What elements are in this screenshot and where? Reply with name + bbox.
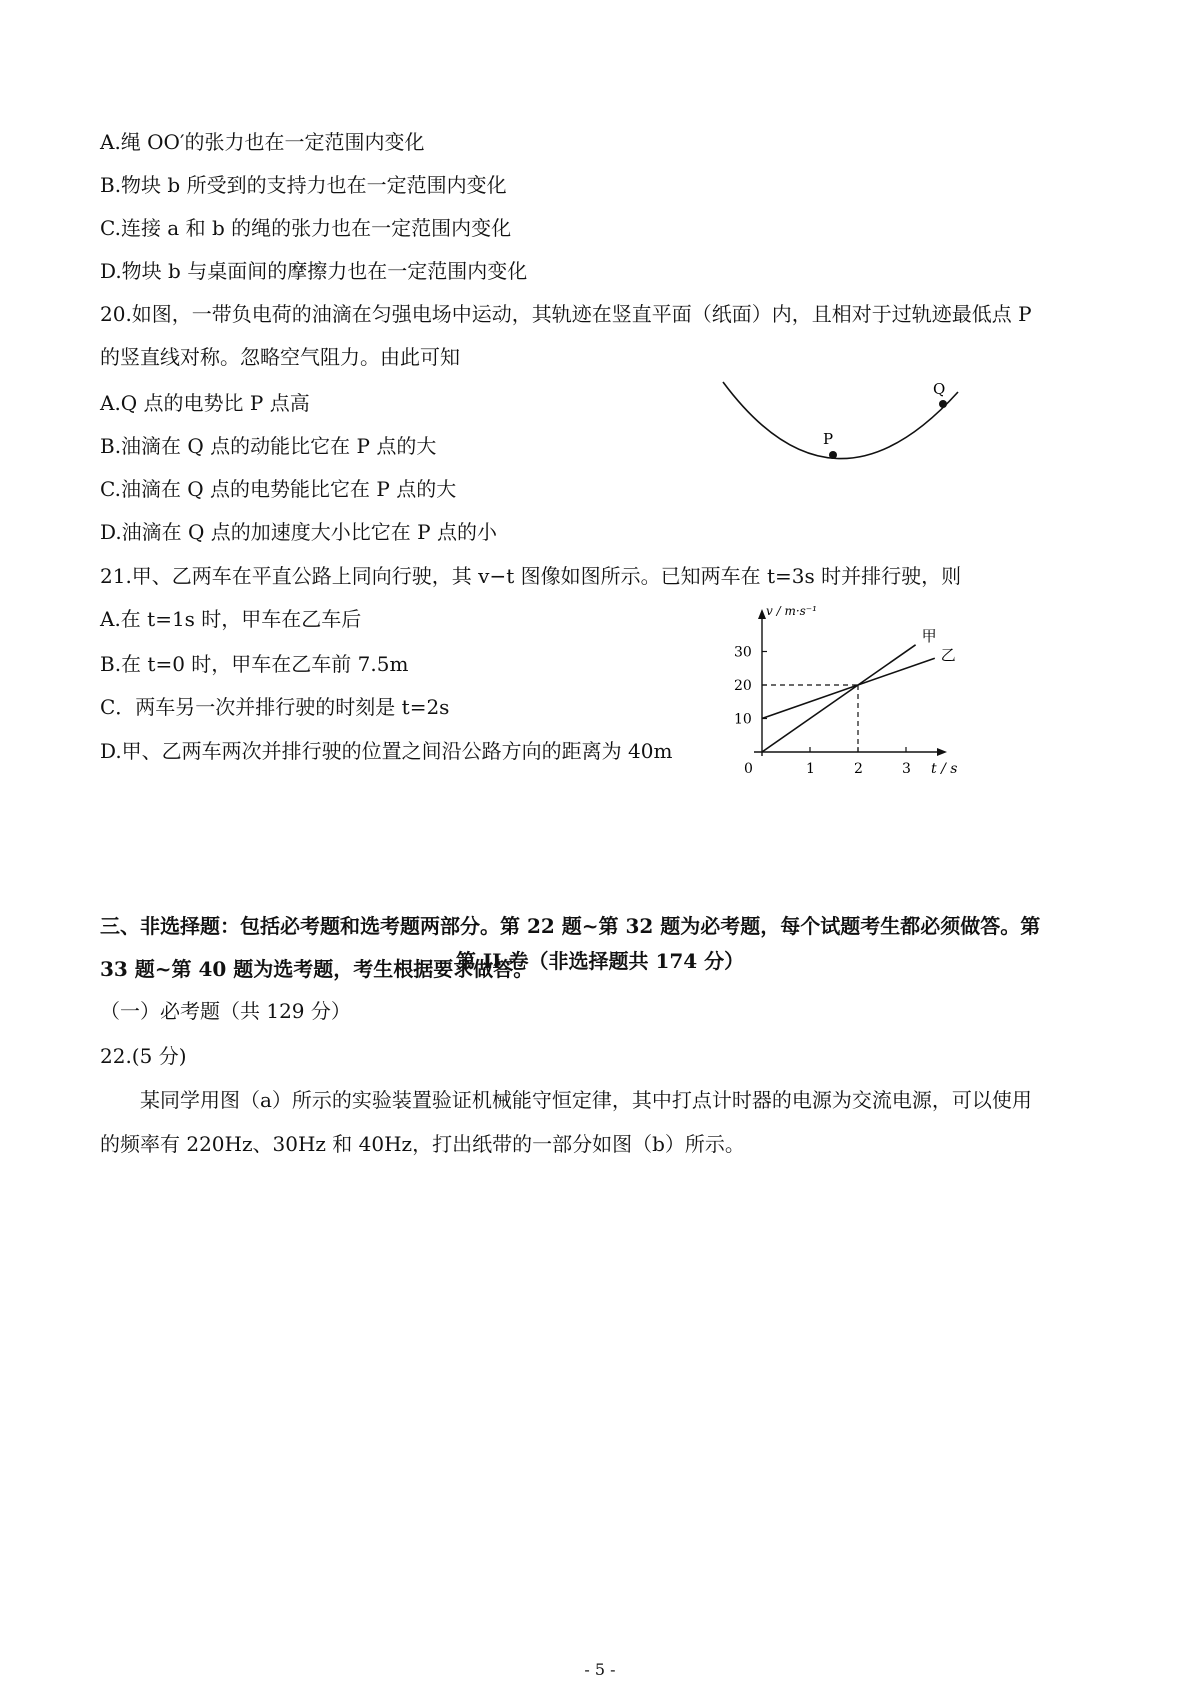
q22-line2: 的频率有 220Hz、30Hz 和 40Hz，打出纸带的一部分如图（b）所示。 xyxy=(100,1132,745,1156)
q19-option-c: C.连接 a 和 b 的绳的张力也在一定范围内变化 xyxy=(100,216,512,240)
q20-stem-line1: 20.如图，一带负电荷的油滴在匀强电场中运动，其轨迹在竖直平面（纸面）内，且相对于过轨迹最低点 P xyxy=(100,302,1032,326)
section2-title: 第 II 卷（非选择题共 174 分） xyxy=(455,949,745,973)
trajectory-figure xyxy=(715,370,975,470)
label-q: Q xyxy=(933,380,946,398)
x-axis-label: t / s xyxy=(931,761,958,777)
x-tick-label: 2 xyxy=(854,761,863,777)
series-label-yi: 乙 xyxy=(940,646,956,665)
q21-option-b: B.在 t=0 时，甲车在乙车前 7.5m xyxy=(100,652,409,676)
y-axis-arrow xyxy=(758,609,766,619)
y-tick-label: 30 xyxy=(734,644,752,661)
series-label-jia: 甲 xyxy=(921,626,937,645)
section2-heading-line1: 三、非选择题：包括必考题和选考题两部分。第 22 题~第 32 题为必考题，每个试题考生都必须做答。第 xyxy=(100,914,1041,938)
q22-line1: 某同学用图（a）所示的实验装置验证机械能守恒定律，其中打点计时器的电源为交流电源，可以使用 xyxy=(140,1088,1032,1112)
q20-stem-line2: 的竖直线对称。忽略空气阻力。由此可知 xyxy=(100,345,460,369)
q21-stem: 21.甲、乙两车在平直公路上同向行驶，其 v−t 图像如图所示。已知两车在 t=3s 时并排行驶，则 xyxy=(100,564,962,588)
point-q xyxy=(939,400,947,408)
x-tick-label: 3 xyxy=(902,761,911,777)
trajectory-curve xyxy=(723,382,958,459)
q20-option-d: D.油滴在 Q 点的加速度大小比它在 P 点的小 xyxy=(100,520,497,544)
point-p xyxy=(829,451,837,459)
section2-heading-line2: 33 题~第 40 题为选考题，考生根据要求做答。 xyxy=(100,957,534,981)
q21-option-d: D.甲、乙两车两次并排行驶的位置之间沿公路方向的距离为 40m xyxy=(100,739,673,763)
y-tick-label: 10 xyxy=(734,711,752,728)
q20-option-a: A.Q 点的电势比 P 点高 xyxy=(100,391,310,415)
series-line-jia xyxy=(762,645,916,752)
q20-option-b: B.油滴在 Q 点的动能比它在 P 点的大 xyxy=(100,434,437,458)
series-line-yi xyxy=(762,658,935,718)
q19-option-a: A.绳 OO′的张力也在一定范围内变化 xyxy=(100,130,425,154)
section2-sub: （一）必考题（共 129 分） xyxy=(100,999,351,1023)
q21-option-c: C．两车另一次并排行驶的时刻是 t=2s xyxy=(100,695,450,719)
label-p: P xyxy=(823,430,834,448)
q21-option-a: A.在 t=1s 时，甲车在乙车后 xyxy=(100,607,362,631)
x-tick-label: 1 xyxy=(806,761,815,777)
y-axis-label: v / m·s⁻¹ xyxy=(766,604,817,618)
q20-option-c: C.油滴在 Q 点的电势能比它在 P 点的大 xyxy=(100,477,457,501)
x-axis-arrow xyxy=(937,748,947,756)
q19-option-b: B.物块 b 所受到的支持力也在一定范围内变化 xyxy=(100,173,507,197)
y-tick-label: 20 xyxy=(734,678,752,694)
vt-chart xyxy=(725,603,975,783)
q22-label: 22.(5 分) xyxy=(100,1044,187,1068)
page-number: - 5 - xyxy=(584,1660,616,1679)
origin-label: 0 xyxy=(744,761,753,777)
q19-option-d: D.物块 b 与桌面间的摩擦力也在一定范围内变化 xyxy=(100,259,528,283)
